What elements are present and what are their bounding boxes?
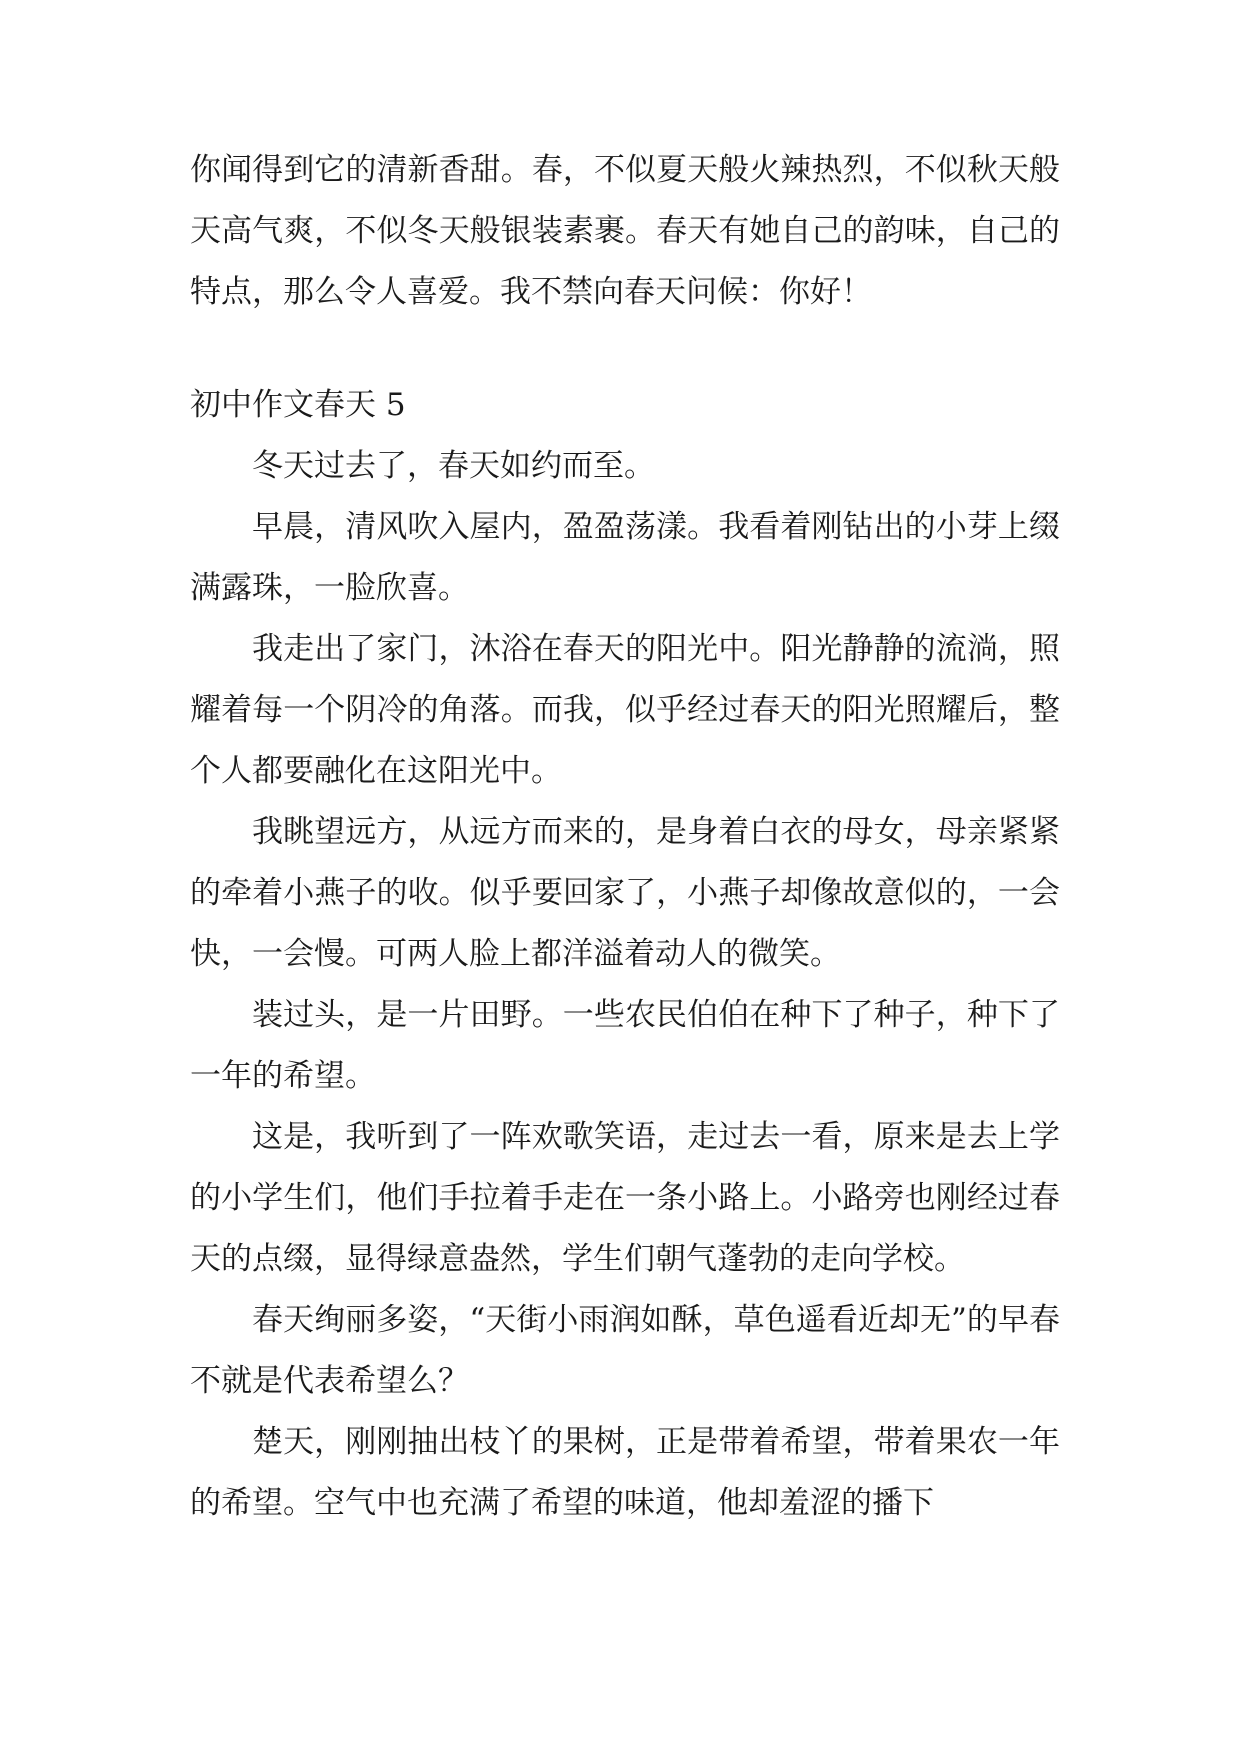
body-paragraph-6: 这是，我听到了一阵欢歌笑语，走过去一看，原来是去上学的小学生们，他们手拉着手走在一条小路上。小路旁也刚经过春天的点缀，显得绿意盎然，学生们朝气蓬勃的走向学校。 xyxy=(190,1119,1060,1277)
document-page xyxy=(190,140,1060,1534)
body-paragraph-2: 早晨，清风吹入屋内，盈盈荡漾。我看着刚钻出的小芽上缀满露珠，一脸欣喜。 xyxy=(190,509,1060,606)
section-title: 初中作文春天 5 xyxy=(190,387,406,423)
body-paragraph-3: 我走出了家门，沐浴在春天的阳光中。阳光静静的流淌，照耀着每一个阴冷的角落。而我，似乎经过春天的阳光照耀后，整个人都要融化在这阳光中。 xyxy=(190,631,1060,789)
body-paragraph-4: 我眺望远方，从远方而来的，是身着白衣的母女，母亲紧紧的牵着小燕子的收。似乎要回家了，小燕子却像故意似的，一会快，一会慢。可两人脸上都洋溢着动人的微笑。 xyxy=(190,814,1060,972)
intro-paragraph: 你闻得到它的清新香甜。春，不似夏天般火辣热烈，不似秋天般天高气爽，不似冬天般银装素裹。春天有她自己的韵味，自己的特点，那么令人喜爱。我不禁向春天问候：你好！ xyxy=(190,152,1060,310)
body-paragraph-5: 装过头，是一片田野。一些农民伯伯在种下了种子，种下了一年的希望。 xyxy=(190,997,1060,1094)
body-paragraph-1: 冬天过去了，春天如约而至。 xyxy=(252,448,655,484)
body-paragraph-8: 楚天，刚刚抽出枝丫的果树，正是带着希望，带着果农一年的希望。空气中也充满了希望的味道，他却羞涩的播下 xyxy=(190,1424,1060,1521)
body-paragraph-7: 春天绚丽多姿，“天街小雨润如酥，草色遥看近却无”的早春不就是代表希望么？ xyxy=(190,1302,1060,1399)
